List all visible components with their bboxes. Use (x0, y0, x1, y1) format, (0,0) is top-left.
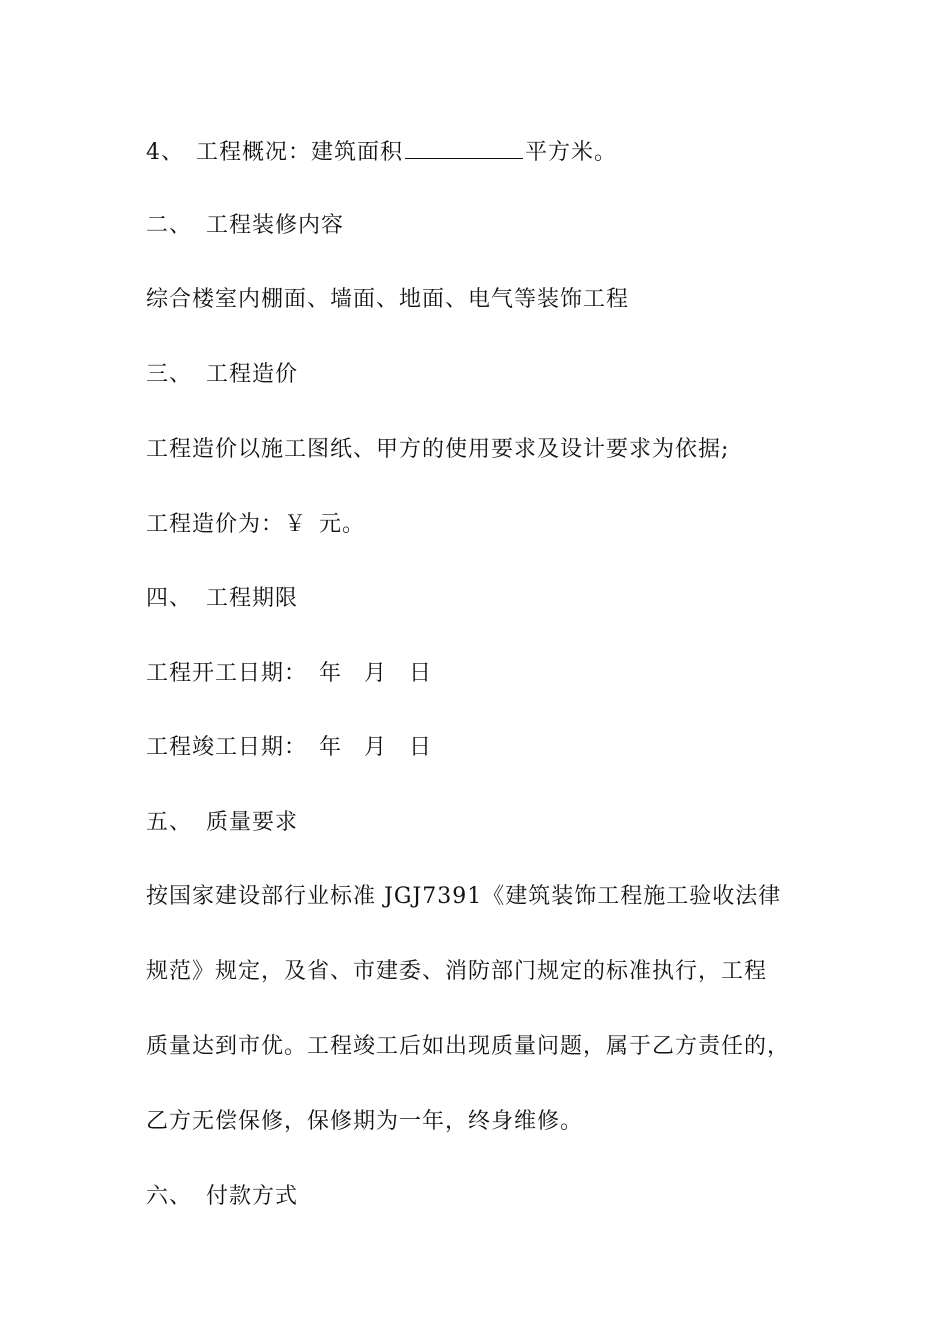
section-2-body: 综合楼室内棚面、墙面、地面、电气等装饰工程 (146, 287, 630, 312)
start-date-label: 工程开工日期： (146, 661, 308, 686)
end-date-day: 日 (409, 735, 433, 760)
section-heading-6 (146, 1182, 298, 1212)
start-date-day: 日 (409, 661, 433, 686)
section-number: 三、 (146, 362, 193, 387)
price-label: 工程造价为：￥ (146, 512, 308, 537)
section-title: 付款方式 (206, 1184, 299, 1209)
item-number: 4、 (146, 140, 184, 165)
item-label: 工程概况：建筑面积 (196, 140, 404, 165)
end-date-label: 工程竣工日期： (146, 735, 308, 760)
price-unit: 元。 (319, 512, 366, 537)
section-5-paragraph-line: 乙方无偿保修，保修期为一年，终身维修。 (146, 1109, 584, 1134)
start-date-line (146, 659, 432, 689)
section-5-paragraph-line: 质量达到市优。工程竣工后如出现质量问题，属于乙方责任的， (146, 1034, 791, 1059)
start-date-year: 年 (319, 661, 343, 686)
section-heading-4 (146, 584, 298, 614)
section-number: 五、 (146, 810, 193, 835)
section-number: 四、 (146, 586, 193, 611)
section-title: 工程期限 (206, 586, 299, 611)
section-number: 二、 (146, 213, 193, 238)
start-date-month: 月 (364, 661, 388, 686)
section-heading-3 (146, 360, 298, 390)
section-number: 六、 (146, 1184, 193, 1209)
item-unit: 平方米。 (525, 140, 618, 165)
end-date-month: 月 (364, 735, 388, 760)
section-3-body-1: 工程造价以施工图纸、甲方的使用要求及设计要求为依据; (146, 437, 730, 462)
area-blank-field (405, 138, 523, 159)
section-3-body-2 (146, 510, 365, 540)
end-date-line (146, 733, 432, 763)
section-heading-5 (146, 808, 298, 838)
section-heading-2 (146, 211, 344, 241)
section-title: 质量要求 (206, 810, 299, 835)
end-date-year: 年 (319, 735, 343, 760)
section-title: 工程造价 (206, 362, 299, 387)
section-5-paragraph-line: 按国家建设部行业标准 JGJ7391《建筑装饰工程施工验收法律 (146, 884, 782, 909)
section-5-paragraph-line: 规范》规定，及省、市建委、消防部门规定的标准执行，工程 (146, 959, 768, 984)
item-4-project-overview (146, 138, 617, 168)
section-title: 工程装修内容 (206, 213, 345, 238)
